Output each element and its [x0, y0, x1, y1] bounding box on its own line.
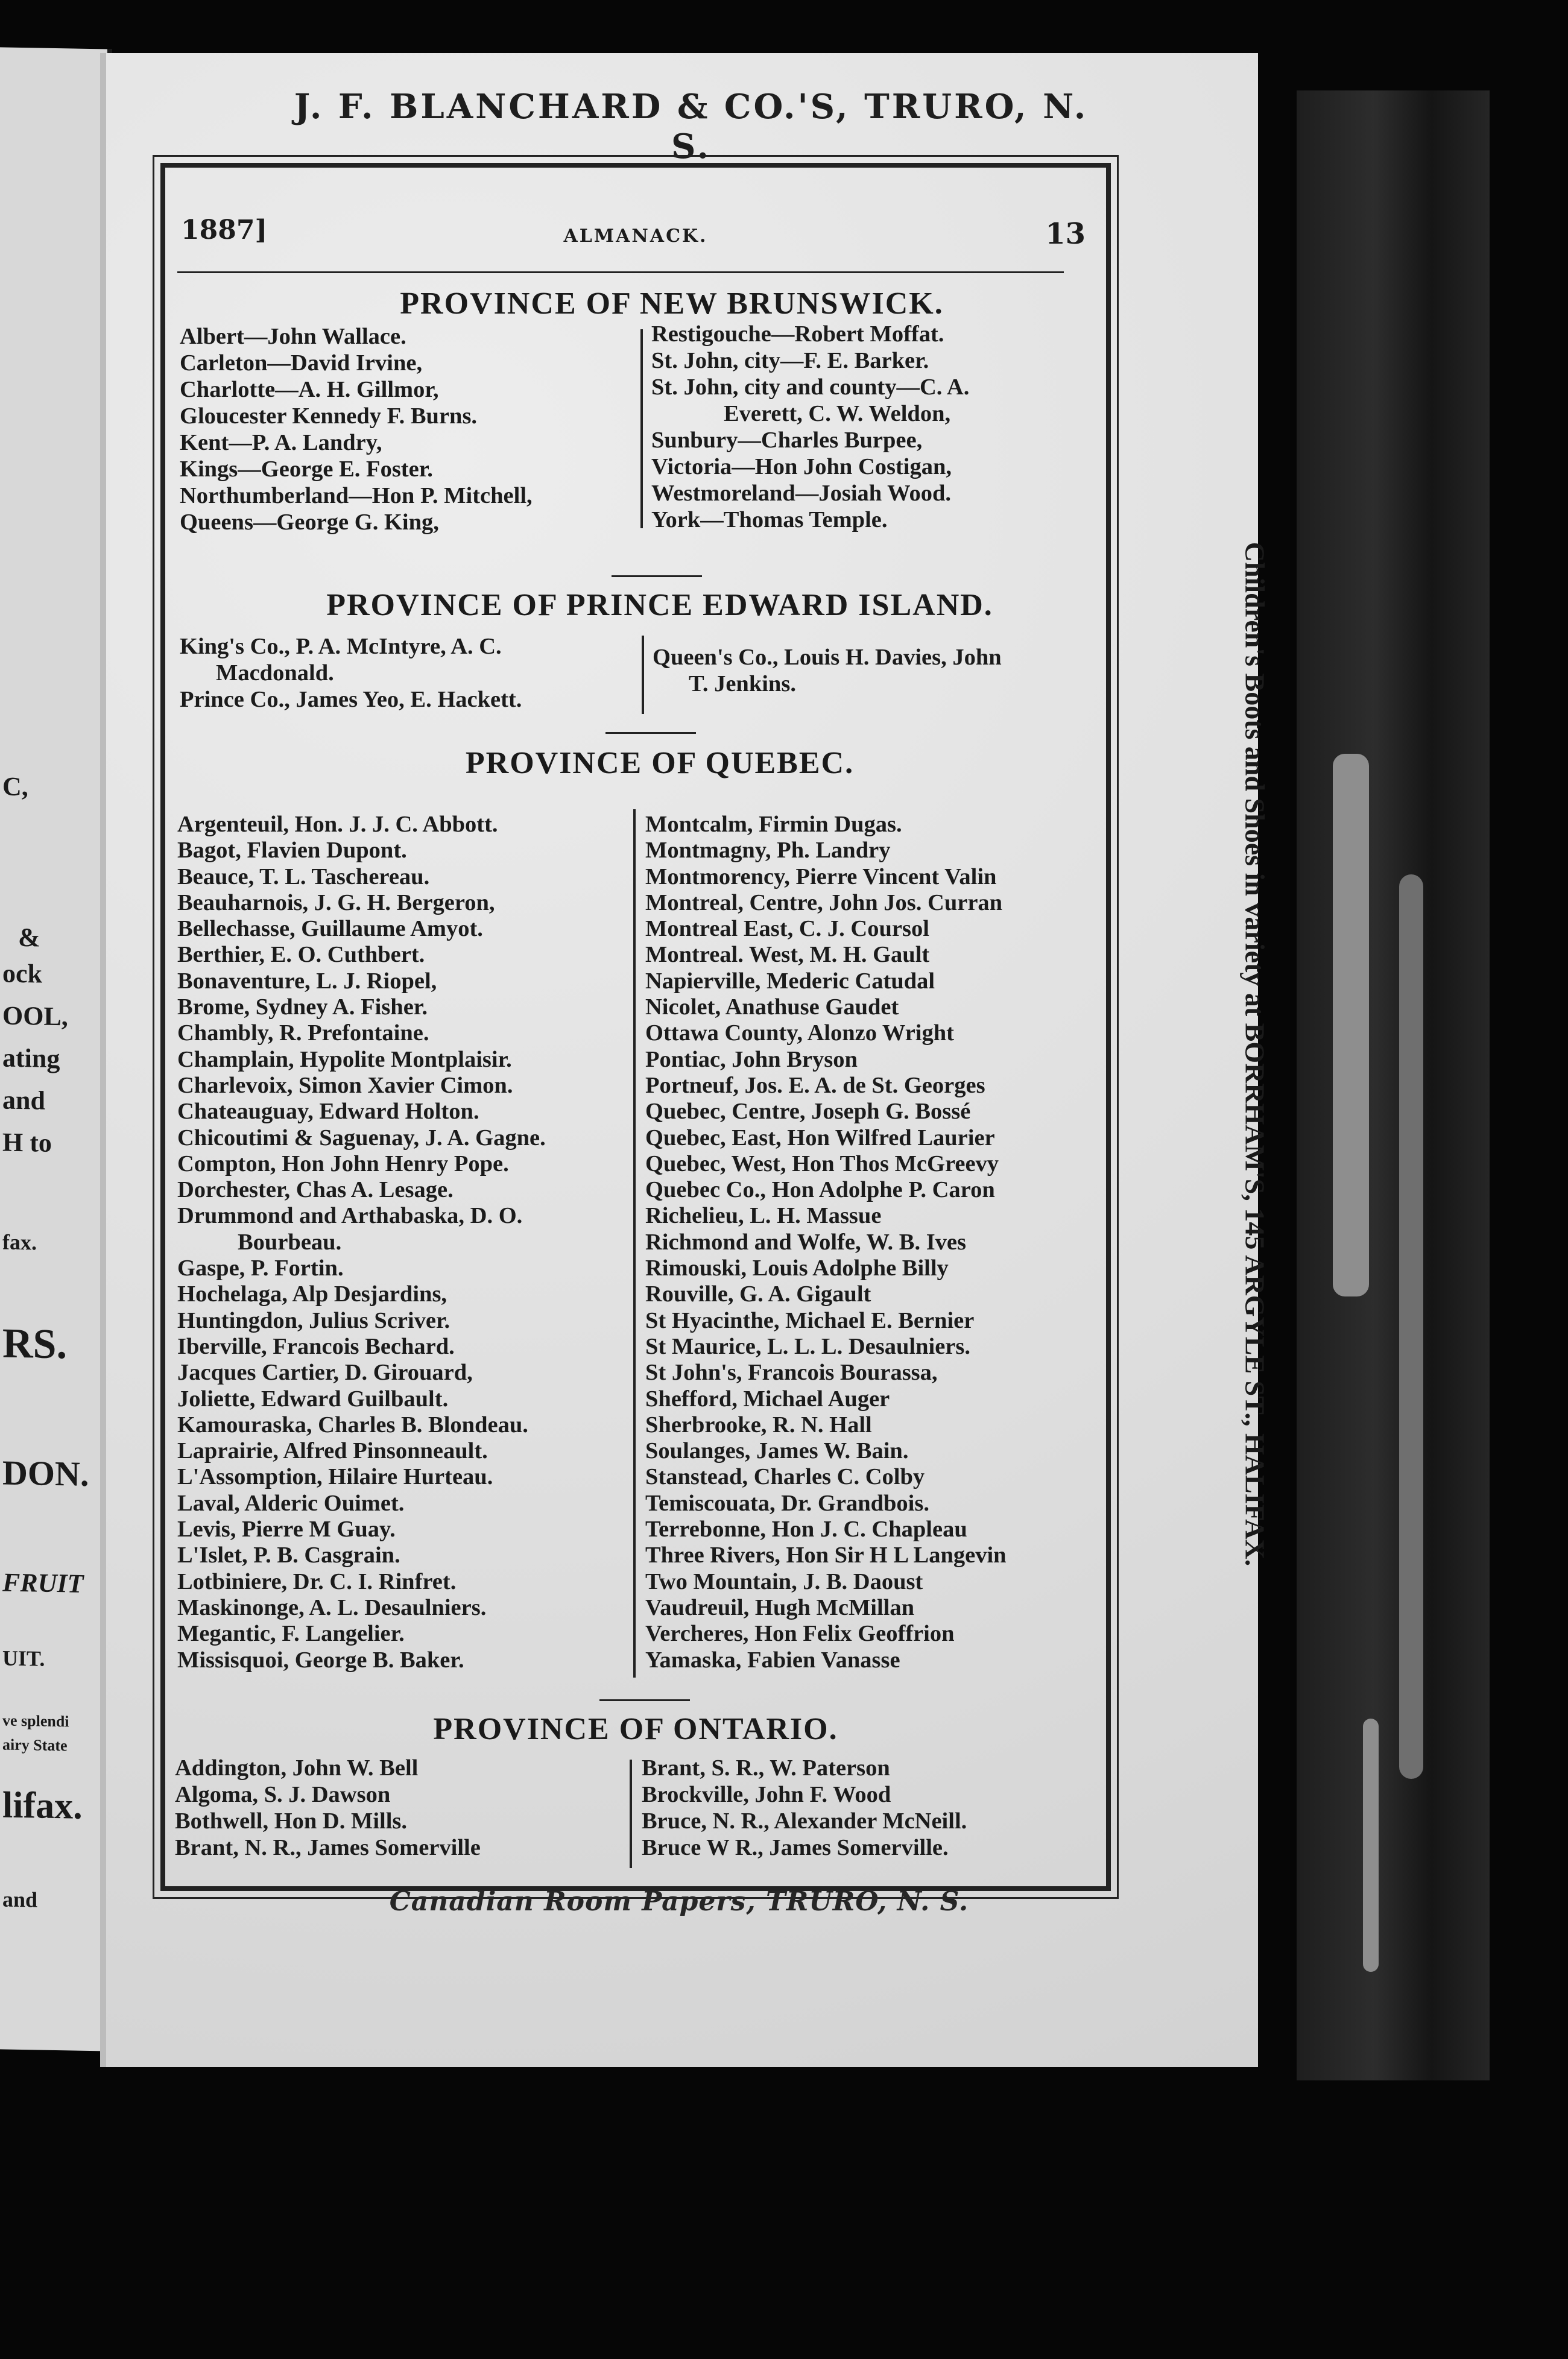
- left-page-fragment: airy State: [2, 1735, 68, 1755]
- left-page-fragment: and: [2, 1887, 38, 1912]
- left-page-fragment: ating: [2, 1043, 60, 1074]
- member-entry: Quebec, Centre, Joseph G. Bossé: [645, 1099, 971, 1125]
- side-advertisement-text: Children's Boots and Shoes in variety at BORRHAM'S, 145 ARGYLE ST., HALIFAX.: [1239, 542, 1271, 1567]
- left-page-fragment: fax.: [2, 1230, 37, 1255]
- member-entry: L'Assomption, Hilaire Hurteau.: [177, 1464, 493, 1490]
- member-entry: Compton, Hon John Henry Pope.: [177, 1151, 509, 1176]
- member-entry: St. John, city and county—C. A.: [651, 374, 970, 400]
- member-entry: Albert—John Wallace.: [180, 324, 406, 349]
- header-rule: [177, 271, 1064, 273]
- member-entry: Restigouche—Robert Moffat.: [651, 321, 944, 347]
- member-entry: Westmoreland—Josiah Wood.: [651, 481, 952, 506]
- member-entry: Laprairie, Alfred Pinsonneault.: [177, 1438, 488, 1464]
- member-entry: Addington, John W. Bell: [175, 1755, 419, 1781]
- left-page-fragment: DON.: [2, 1453, 89, 1494]
- member-entry: Temiscouata, Dr. Grandbois.: [645, 1490, 929, 1516]
- member-entry: Chambly, R. Prefontaine.: [177, 1020, 429, 1046]
- member-entry: Sunbury—Charles Burpee,: [651, 428, 923, 453]
- page-number: 13: [1045, 217, 1086, 251]
- member-entry: Montreal East, C. J. Coursol: [645, 916, 929, 942]
- vertical-side-advertisement: [1225, 391, 1285, 1717]
- left-page-fragment: C,: [2, 771, 28, 802]
- member-entry: L'Islet, P. B. Casgrain.: [177, 1543, 400, 1568]
- member-entry: Macdonald.: [216, 660, 334, 686]
- member-entry: Northumberland—Hon P. Mitchell,: [180, 483, 533, 508]
- member-entry: Chicoutimi & Saguenay, J. A. Gagne.: [177, 1125, 546, 1151]
- section-title-ontario: PROVINCE OF ONTARIO.: [433, 1712, 838, 1746]
- member-entry: Sherbrooke, R. N. Hall: [645, 1412, 872, 1438]
- column-divider: [633, 809, 636, 1678]
- new-brunswick-left-column: [180, 323, 533, 535]
- member-entry: Brockville, John F. Wood: [642, 1782, 891, 1807]
- member-entry: Three Rivers, Hon Sir H L Langevin: [645, 1543, 1007, 1568]
- member-entry: Victoria—Hon John Costigan,: [651, 454, 952, 479]
- member-entry: Bruce, N. R., Alexander McNeill.: [642, 1808, 967, 1834]
- member-entry: Quebec Co., Hon Adolphe P. Caron: [645, 1177, 995, 1203]
- member-entry: Queens—George G. King,: [180, 510, 439, 535]
- member-entry: St Maurice, L. L. L. Desaulniers.: [645, 1333, 970, 1359]
- member-entry: Dorchester, Chas A. Lesage.: [177, 1177, 454, 1203]
- member-entry: Bellechasse, Guillaume Amyot.: [177, 916, 483, 942]
- member-entry: Megantic, F. Langelier.: [177, 1621, 405, 1647]
- member-entry: Quebec, West, Hon Thos McGreevy: [645, 1151, 999, 1176]
- member-entry: Vaudreuil, Hugh McMillan: [645, 1594, 915, 1620]
- pei-left-column: [180, 633, 522, 713]
- page-edge-streak: [1333, 754, 1369, 1296]
- member-entry: T. Jenkins.: [689, 671, 796, 696]
- member-entry: Montcalm, Firmin Dugas.: [645, 812, 902, 837]
- ontario-left-column: [175, 1755, 481, 1861]
- section-title-prince-edward-island: PROVINCE OF PRINCE EDWARD ISLAND.: [326, 588, 993, 622]
- quebec-left-column: [177, 812, 546, 1673]
- left-page-fragment: FRUIT: [2, 1567, 84, 1599]
- almanac-page: [100, 53, 1271, 2067]
- left-facing-page: [0, 47, 112, 2051]
- member-entry: Jacques Cartier, D. Girouard,: [177, 1360, 473, 1386]
- member-entry: Montmorency, Pierre Vincent Valin: [645, 864, 997, 889]
- column-divider: [640, 329, 643, 528]
- member-entry: Rimouski, Louis Adolphe Billy: [645, 1255, 949, 1281]
- left-page-fragment: lifax.: [2, 1784, 83, 1827]
- member-entry: Chateauguay, Edward Holton.: [177, 1099, 479, 1125]
- left-page-fragment: and: [2, 1085, 45, 1116]
- header-year: 1887]: [181, 215, 268, 245]
- member-entry: Charlotte—A. H. Gillmor,: [180, 377, 439, 402]
- left-page-fragment: &: [18, 922, 40, 953]
- left-page-fragment: ock: [2, 958, 42, 989]
- member-entry: Bruce W R., James Somerville.: [642, 1835, 949, 1860]
- member-entry: Nicolet, Anathuse Gaudet: [645, 994, 899, 1020]
- member-entry: Argenteuil, Hon. J. J. C. Abbott.: [177, 812, 498, 837]
- page-footer: Canadian Room Papers, TRURO, N. S.: [389, 1886, 969, 1917]
- member-entry: Rouville, G. A. Gigault: [645, 1281, 871, 1307]
- member-entry: Everett, C. W. Weldon,: [724, 401, 951, 426]
- left-page-fragment: UIT.: [2, 1646, 45, 1671]
- left-page-fragment: RS.: [2, 1320, 67, 1368]
- running-head: J. F. BLANCHARD & CO.'S, TRURO, N. S.: [294, 87, 1089, 166]
- member-entry: Champlain, Hypolite Montplaisir.: [177, 1046, 512, 1072]
- section-title-quebec: PROVINCE OF QUEBEC.: [465, 746, 855, 780]
- column-divider: [630, 1760, 632, 1868]
- member-entry: Bagot, Flavien Dupont.: [177, 838, 407, 864]
- member-entry: Two Mountain, J. B. Daoust: [645, 1568, 923, 1594]
- member-entry: Carleton—David Irvine,: [180, 350, 423, 376]
- member-entry: Brant, N. R., James Somerville: [175, 1835, 481, 1860]
- member-entry: Stanstead, Charles C. Colby: [645, 1464, 925, 1490]
- member-entry: Terrebonne, Hon J. C. Chapleau: [645, 1517, 967, 1543]
- member-entry: Levis, Pierre M Guay.: [177, 1517, 396, 1543]
- left-page-fragment: H to: [2, 1127, 52, 1158]
- book-edge: [1297, 90, 1490, 2080]
- member-entry: Soulanges, James W. Bain.: [645, 1438, 909, 1464]
- member-entry: Montreal, Centre, John Jos. Curran: [645, 889, 1003, 915]
- member-entry: Quebec, East, Hon Wilfred Laurier: [645, 1125, 995, 1151]
- header-title: ALMANACK.: [563, 226, 708, 247]
- ontario-right-column: [642, 1755, 967, 1861]
- page-edge-streak: [1399, 874, 1423, 1779]
- member-entry: Richelieu, L. H. Massue: [645, 1203, 882, 1229]
- section-rule: [599, 1699, 690, 1701]
- member-entry: St Hyacinthe, Michael E. Bernier: [645, 1307, 975, 1333]
- member-entry: Shefford, Michael Auger: [645, 1386, 890, 1412]
- member-entry: Laval, Alderic Ouimet.: [177, 1490, 405, 1516]
- member-entry: King's Co., P. A. McIntyre, A. C.: [180, 634, 502, 659]
- member-entry: Queen's Co., Louis H. Davies, John: [653, 645, 1002, 670]
- member-entry: Portneuf, Jos. E. A. de St. Georges: [645, 1072, 985, 1098]
- member-entry: Berthier, E. O. Cuthbert.: [177, 942, 425, 968]
- quebec-right-column: [645, 812, 1007, 1673]
- member-entry: Beauce, T. L. Taschereau.: [177, 864, 430, 889]
- member-entry: Algoma, S. J. Dawson: [175, 1782, 391, 1807]
- member-entry: Maskinonge, A. L. Desaulniers.: [177, 1594, 487, 1620]
- left-page-fragment: ve splendi: [2, 1711, 69, 1731]
- member-entry: Pontiac, John Bryson: [645, 1046, 858, 1072]
- member-entry: Kings—George E. Foster.: [180, 456, 433, 482]
- page-edge-streak: [1363, 1719, 1379, 1972]
- column-divider: [642, 636, 644, 714]
- member-entry: Richmond and Wolfe, W. B. Ives: [645, 1229, 967, 1255]
- member-entry: Kent—P. A. Landry,: [180, 430, 382, 455]
- member-entry: Montreal. West, M. H. Gault: [645, 942, 930, 968]
- page-frame: [160, 163, 1111, 1891]
- member-entry: Bonaventure, L. J. Riopel,: [177, 968, 437, 994]
- member-entry: Montmagny, Ph. Landry: [645, 838, 891, 864]
- new-brunswick-right-column: [651, 321, 969, 533]
- member-entry: Huntingdon, Julius Scriver.: [177, 1307, 450, 1333]
- member-entry: Yamaska, Fabien Vanasse: [645, 1647, 900, 1673]
- section-rule: [612, 575, 702, 577]
- section-rule: [605, 732, 696, 734]
- member-entry: Bourbeau.: [238, 1229, 342, 1255]
- member-entry: St. John, city—F. E. Barker.: [651, 348, 929, 373]
- left-page-fragment: OOL,: [2, 1000, 68, 1032]
- member-entry: Hochelaga, Alp Desjardins,: [177, 1281, 447, 1307]
- member-entry: Iberville, Francois Bechard.: [177, 1333, 455, 1359]
- member-entry: Lotbiniere, Dr. C. I. Rinfret.: [177, 1568, 457, 1594]
- member-entry: Vercheres, Hon Felix Geoffrion: [645, 1621, 955, 1647]
- member-entry: Napierville, Mederic Catudal: [645, 968, 935, 994]
- member-entry: Brome, Sydney A. Fisher.: [177, 994, 428, 1020]
- member-entry: Beauharnois, J. G. H. Bergeron,: [177, 889, 495, 915]
- member-entry: Drummond and Arthabaska, D. O.: [177, 1203, 523, 1229]
- member-entry: Gaspe, P. Fortin.: [177, 1255, 344, 1281]
- member-entry: Ottawa County, Alonzo Wright: [645, 1020, 954, 1046]
- member-entry: Gloucester Kennedy F. Burns.: [180, 403, 478, 429]
- member-entry: Prince Co., James Yeo, E. Hackett.: [180, 687, 522, 712]
- member-entry: Kamouraska, Charles B. Blondeau.: [177, 1412, 528, 1438]
- section-title-new-brunswick: PROVINCE OF NEW BRUNSWICK.: [400, 286, 944, 321]
- member-entry: York—Thomas Temple.: [651, 507, 888, 532]
- member-entry: St John's, Francois Bourassa,: [645, 1360, 938, 1386]
- pei-right-column: [653, 644, 1002, 697]
- member-entry: Bothwell, Hon D. Mills.: [175, 1808, 408, 1834]
- member-entry: Missisquoi, George B. Baker.: [177, 1647, 464, 1673]
- member-entry: Joliette, Edward Guilbault.: [177, 1386, 449, 1412]
- member-entry: Brant, S. R., W. Paterson: [642, 1755, 890, 1781]
- member-entry: Charlevoix, Simon Xavier Cimon.: [177, 1072, 513, 1098]
